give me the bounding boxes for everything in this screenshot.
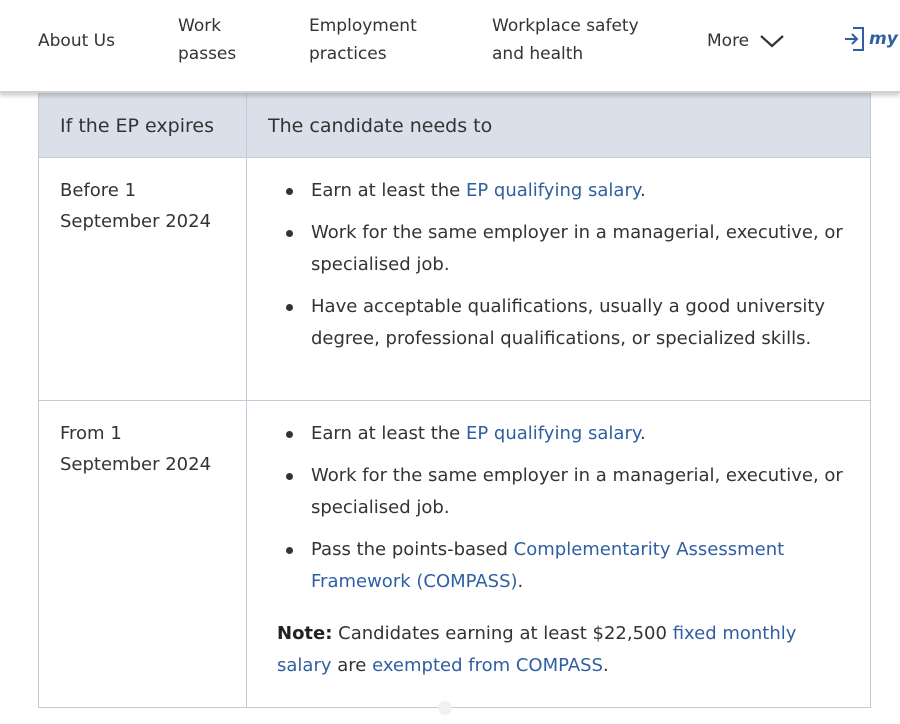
nav-item-about-us[interactable] — [38, 27, 115, 55]
list-item — [277, 418, 850, 450]
nav-item-label: About Us — [38, 31, 115, 51]
nav-item-label-line1: Employment — [309, 16, 417, 36]
table-row — [39, 158, 870, 401]
note-text: . — [602, 655, 609, 676]
table-row — [39, 401, 870, 707]
expiry-line1: From 1 — [60, 423, 122, 444]
requirements-cell — [247, 158, 870, 400]
table-header-row — [39, 93, 870, 158]
list-item — [277, 534, 850, 598]
expiry-line2: September 2024 — [60, 454, 212, 475]
fixed-monthly-salary-link[interactable]: fixed monthly salary — [277, 623, 797, 676]
scroll-indicator — [438, 701, 452, 715]
ep-qualifying-salary-link[interactable]: EP qualifying salary — [465, 423, 640, 444]
requirements-list — [277, 418, 850, 598]
item-text: . — [639, 423, 646, 444]
exempted-from-compass-link[interactable]: exempted from COMPASS — [372, 655, 603, 676]
note-text: are — [331, 655, 373, 676]
nav-item-label-line2: and health — [492, 44, 584, 64]
nav-item-label-line2: passes — [178, 44, 237, 64]
header-expiry: If the EP expires — [39, 93, 247, 157]
nav-item-label-line1: Work — [178, 16, 222, 36]
header-requirements: The candidate needs to — [268, 115, 493, 137]
list-item — [277, 175, 850, 207]
nav-more-label: More — [707, 31, 750, 51]
ep-requirements-table — [38, 93, 871, 708]
expiry-cell — [39, 401, 247, 707]
note-text: Candidates earning at least $22,500 — [332, 623, 673, 644]
requirements-list — [277, 175, 850, 355]
list-item: Work for the same employer in a managerial, executive, or specialised job. — [277, 217, 850, 281]
nav-item-workplace-safety[interactable] — [492, 12, 639, 68]
login-label: my — [869, 29, 898, 49]
expiry-line2: September 2024 — [60, 211, 212, 232]
note-label: Note: — [277, 623, 333, 644]
nav-item-work-passes[interactable] — [178, 12, 236, 68]
compass-link[interactable]: Complementarity Assessment Framework (COMPASS) — [311, 539, 785, 592]
nav-item-more[interactable] — [707, 27, 785, 55]
requirements-cell — [247, 401, 870, 707]
note-paragraph — [277, 618, 850, 682]
chevron-down-icon — [759, 33, 785, 49]
nav-item-label-line1: Workplace safety — [492, 16, 639, 36]
item-text: . — [517, 571, 524, 592]
expiry-cell — [39, 158, 247, 400]
ep-qualifying-salary-link[interactable]: EP qualifying salary — [465, 180, 640, 201]
item-text: Pass the points-based — [311, 539, 514, 560]
nav-item-label-line2: practices — [309, 44, 387, 64]
item-text: . — [639, 180, 646, 201]
login-arrow-icon — [843, 26, 865, 52]
list-item: Work for the same employer in a managerial, executive, or specialised job. — [277, 460, 850, 524]
item-text: Earn at least the — [311, 180, 466, 201]
list-item: Have acceptable qualifications, usually a good university degree, professional qualifications, or specialized skills. — [277, 291, 850, 355]
item-text: Earn at least the — [311, 423, 466, 444]
login-link[interactable] — [843, 25, 898, 53]
expiry-line1: Before 1 — [60, 180, 137, 201]
nav-item-employment-practices[interactable] — [309, 12, 417, 68]
top-navigation — [0, 0, 900, 93]
